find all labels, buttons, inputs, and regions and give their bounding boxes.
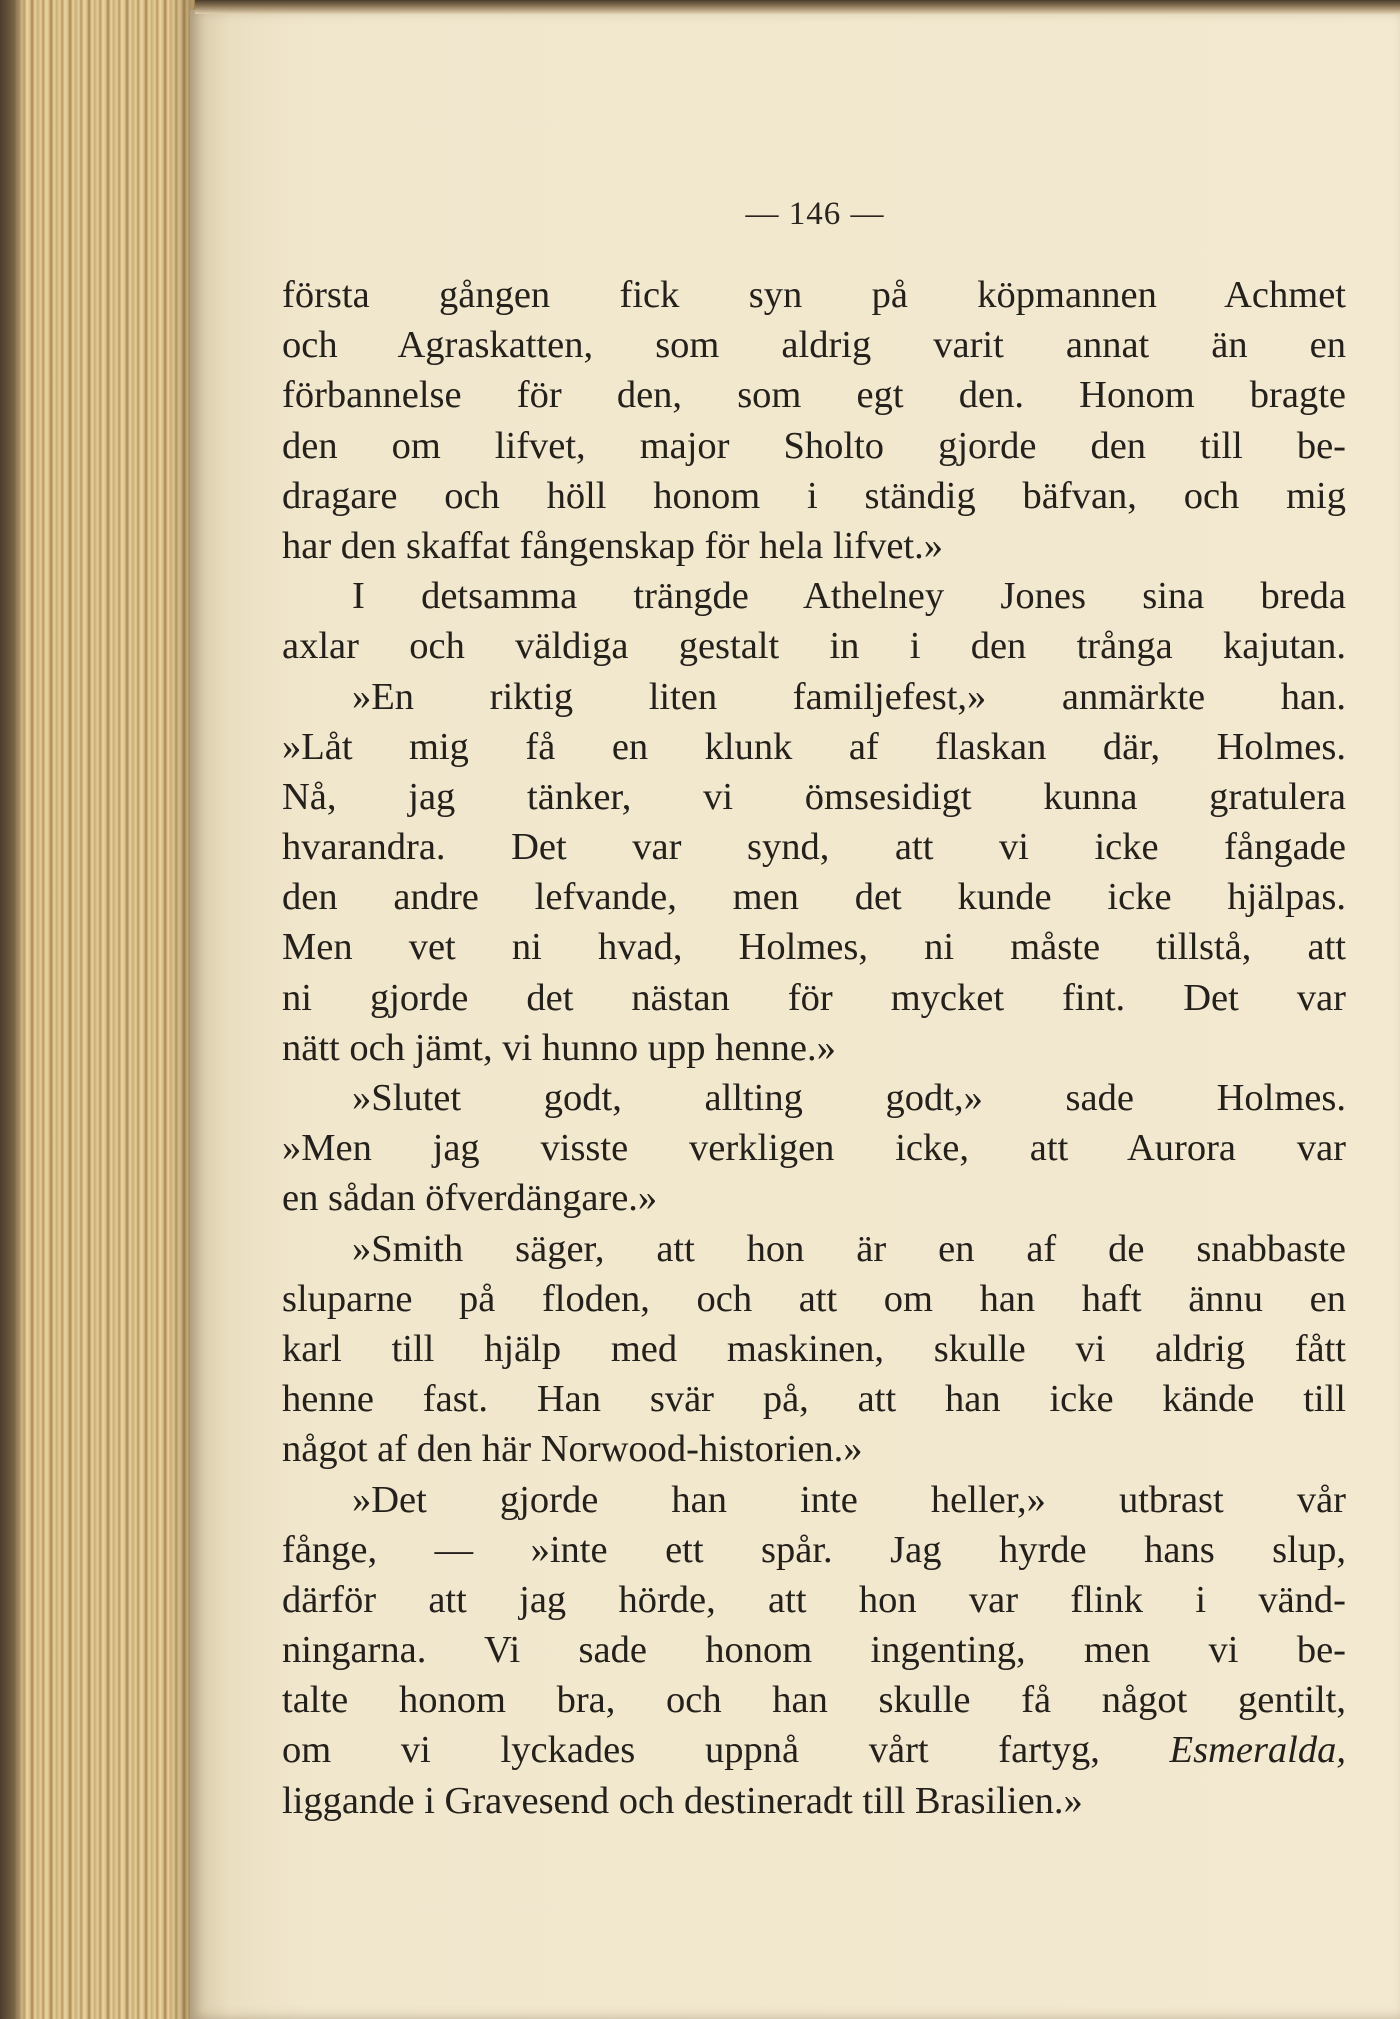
text-line-roman: om vi lyckades uppnå vårt fartyg,: [282, 1729, 1100, 1772]
italic-ship-name: Esmeralda,: [1169, 1729, 1346, 1772]
text-line: något af den här Norwood-historien.»: [282, 1428, 863, 1471]
book-page-edges: [0, 0, 200, 2019]
text-line: »Men jag visste verkligen icke, att Aurora var: [282, 1127, 1346, 1170]
text-line: har den skaffat fångenskap för hela lifvet.»: [282, 524, 944, 567]
page-number: — 146 —: [745, 196, 885, 232]
body-text: [282, 270, 1346, 1826]
text-line: »Låt mig få en klunk af flaskan där, Holmes.: [282, 725, 1346, 768]
text-line: dragare och höll honom i ständig bäfvan, och mig: [282, 474, 1346, 517]
text-line: hvarandra. Det var synd, att vi icke fångade: [282, 826, 1346, 869]
text-line-with-italic: [282, 1725, 1346, 1775]
text-line: den andre lefvande, men det kunde icke hjälpas.: [282, 876, 1346, 919]
text-line: Men vet ni hvad, Holmes, ni måste tillstå, att: [282, 926, 1346, 969]
text-line: henne fast. Han svär på, att han icke kände till: [282, 1378, 1346, 1421]
text-line: »Slutet godt, allting godt,» sade Holmes.: [352, 1077, 1346, 1119]
text-line: nätt och jämt, vi hunno upp henne.»: [282, 1026, 836, 1069]
text-line: karl till hjälp med maskinen, skulle vi aldrig fått: [282, 1327, 1346, 1370]
text-line: liggande i Gravesend och destineradt till Brasilien.»: [282, 1779, 1083, 1822]
text-line: sluparne på floden, och att om han haft ännu en: [282, 1277, 1346, 1320]
text-line: fånge, — »inte ett spår. Jag hyrde hans slup,: [282, 1528, 1346, 1571]
page-top-shadow: [195, 0, 1400, 14]
text-line: en sådan öfverdängare.»: [282, 1177, 658, 1220]
text-line: ni gjorde det nästan för mycket fint. Det var: [282, 976, 1346, 1019]
text-line: »En riktig liten familjefest,» anmärkte han.: [352, 675, 1346, 718]
text-line: och Agraskatten, som aldrig varit annat än en: [282, 324, 1346, 367]
text-line: därför att jag hörde, att hon var flink i vänd-: [282, 1578, 1346, 1621]
text-line: första gången fick syn på köpmannen Achmet: [282, 274, 1346, 316]
text-line: axlar och väldiga gestalt in i den trånga kajutan.: [282, 625, 1346, 668]
text-line: Nå, jag tänker, vi ömsesidigt kunna gratulera: [282, 775, 1346, 818]
text-line: »Det gjorde han inte heller,» utbrast vår: [352, 1478, 1346, 1521]
text-line: »Smith säger, att hon är en af de snabbaste: [352, 1227, 1346, 1270]
text-line: ningarna. Vi sade honom ingenting, men vi be-: [282, 1629, 1346, 1672]
text-line: förbannelse för den, som egt den. Honom bragte: [282, 374, 1346, 417]
text-line: den om lifvet, major Sholto gjorde den till be-: [282, 424, 1346, 467]
text-line: I detsamma trängde Athelney Jones sina breda: [352, 575, 1346, 618]
text-line: talte honom bra, och han skulle få något gentilt,: [282, 1679, 1346, 1722]
